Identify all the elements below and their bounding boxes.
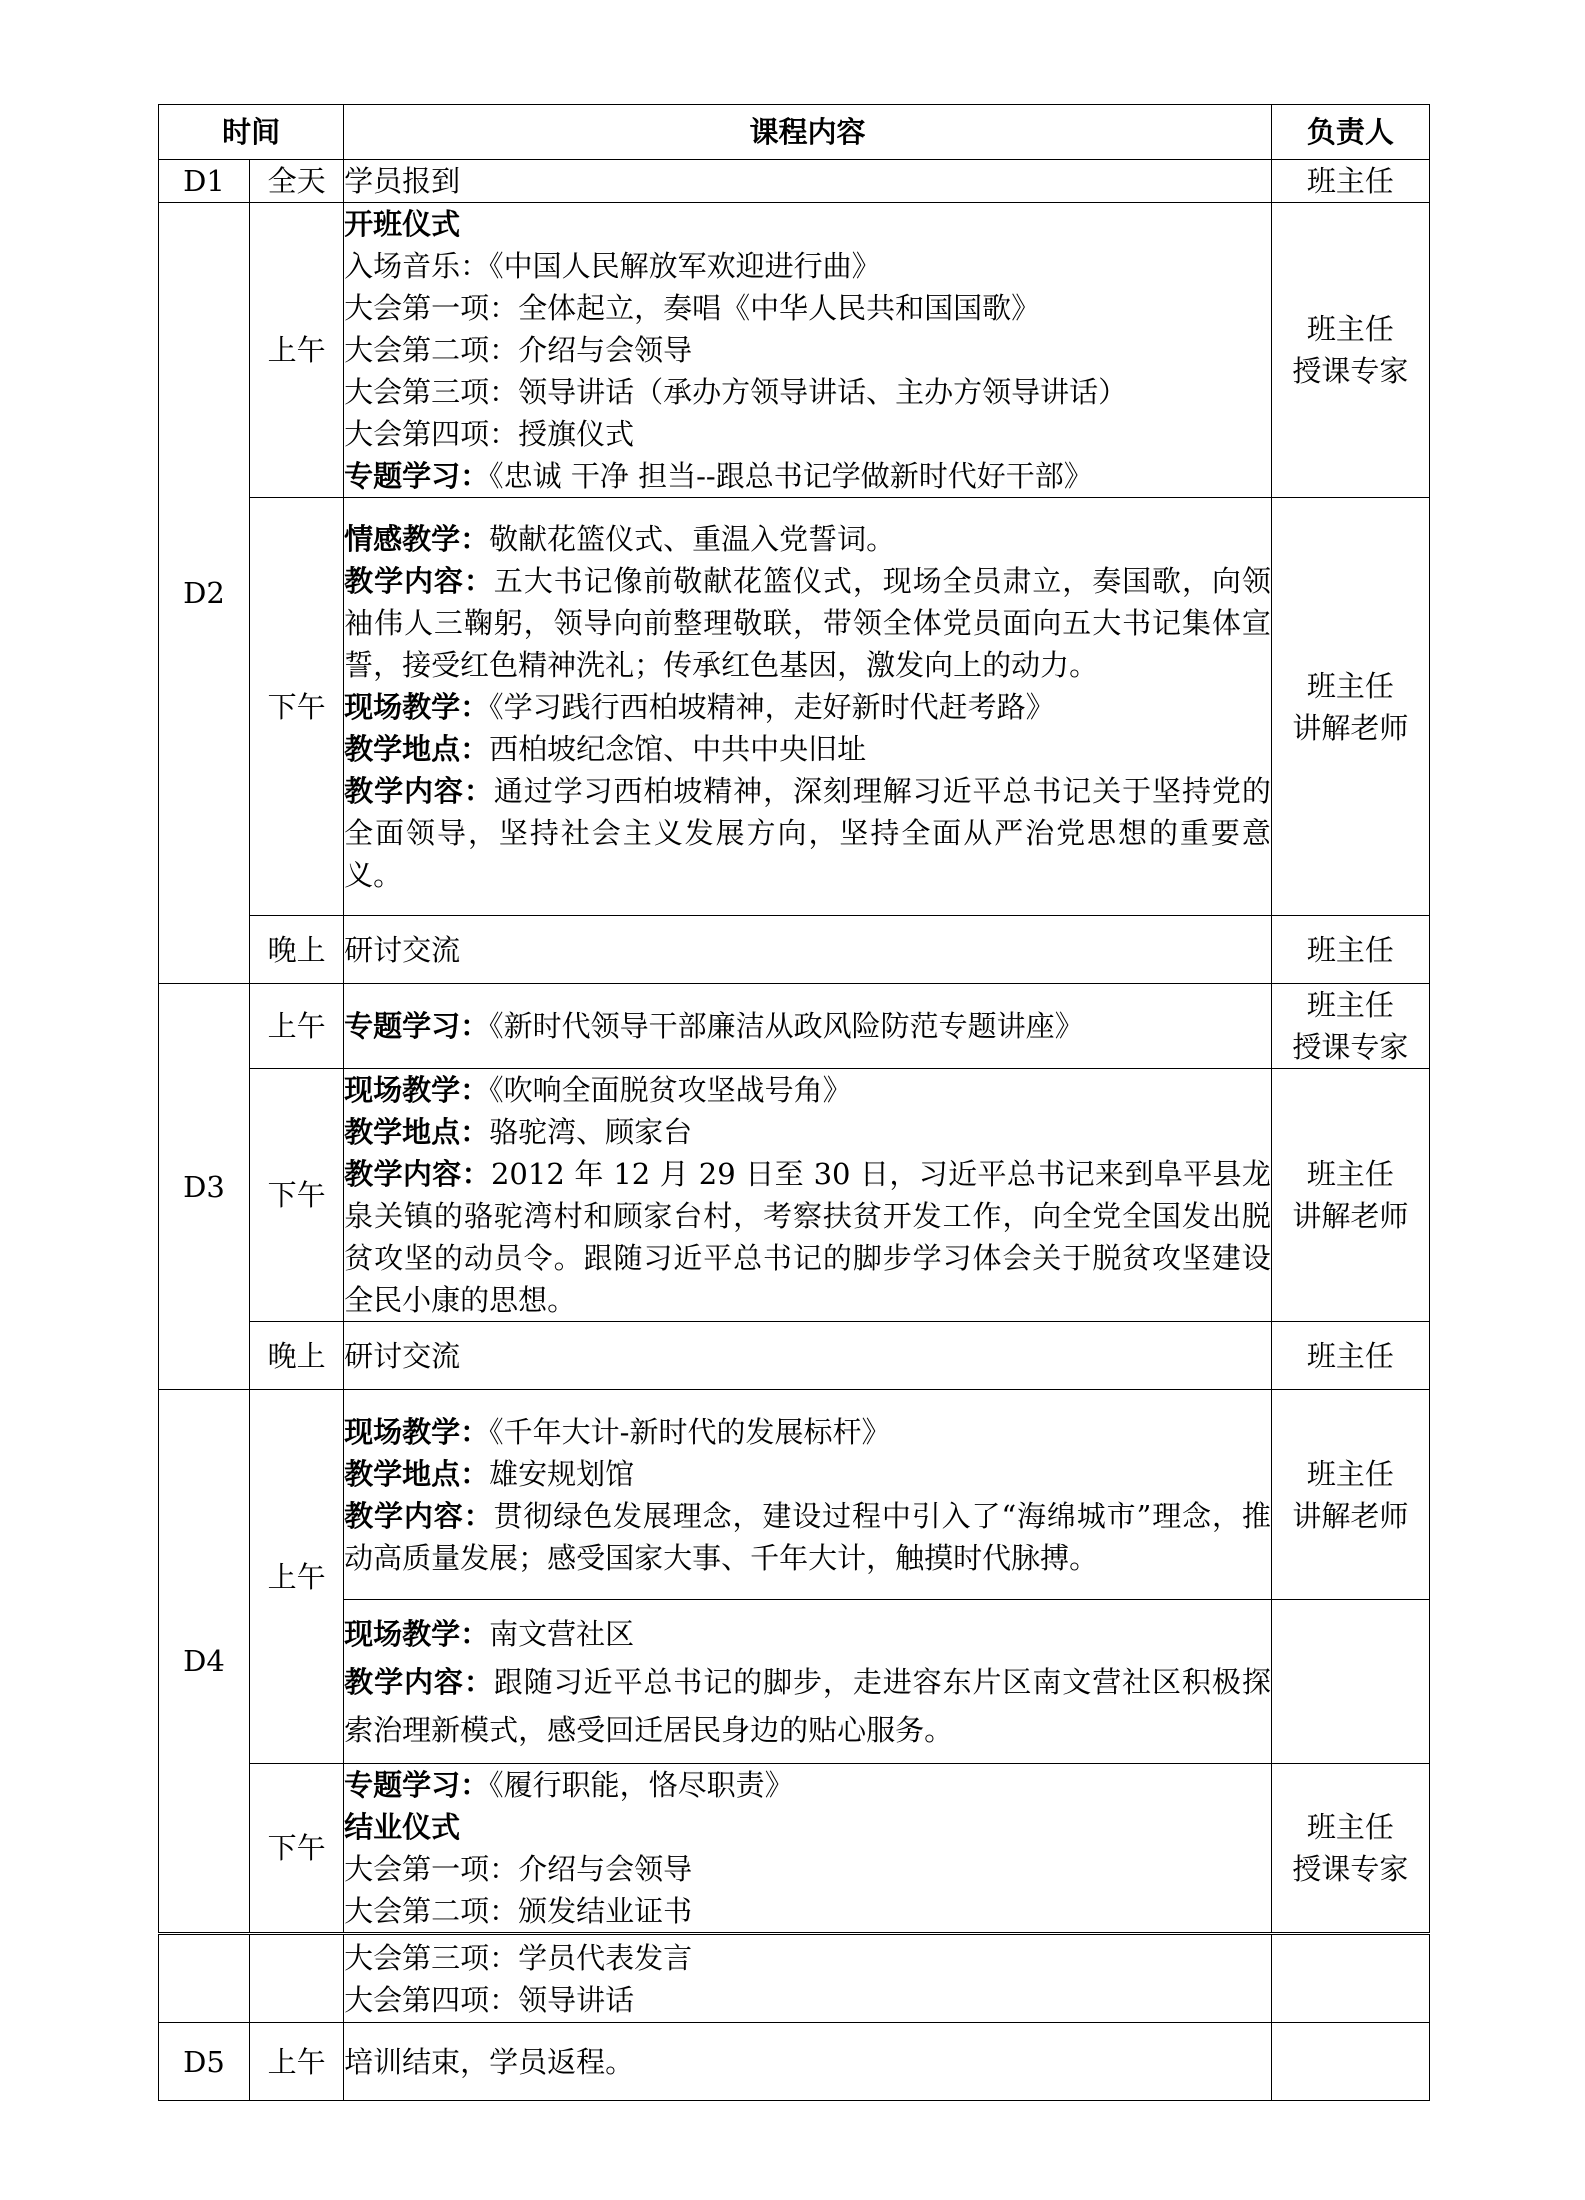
slot-cell: 上午 bbox=[250, 203, 344, 498]
content-text: 《学习践行西柏坡精神，走好新时代赶考路》 bbox=[489, 689, 1055, 724]
responsible-cell bbox=[1271, 1390, 1429, 1600]
responsible-line: 班主任 bbox=[1306, 1810, 1394, 1844]
content-text: 西柏坡纪念馆、中共中央旧址 bbox=[489, 731, 867, 766]
table-row bbox=[159, 984, 1430, 1069]
slot-cell: 上午 bbox=[250, 984, 344, 1069]
content-line: 大会第二项：介绍与会领导 bbox=[344, 333, 693, 367]
responsible-line: 授课专家 bbox=[1292, 1030, 1409, 1064]
responsible-cell bbox=[1271, 984, 1429, 1069]
content-line bbox=[344, 728, 1271, 770]
responsible-line: 班主任 bbox=[1306, 988, 1394, 1022]
table-row bbox=[159, 1935, 1430, 2023]
content-text: 《吹响全面脱贫攻坚战号角》 bbox=[489, 1073, 852, 1107]
content-cell bbox=[344, 1764, 1272, 1933]
slot-cell: 上午 bbox=[250, 1390, 344, 1764]
responsible-cell: 班主任 bbox=[1271, 916, 1429, 984]
content-text: 贯彻绿色发展理念，建设过程中引入了“海绵城市”理念，推动高质量发展；感受国家大事、千年大计，触摸时代脉搏。 bbox=[344, 1498, 1271, 1575]
content-label: 教学内容： bbox=[344, 1498, 494, 1533]
content-text: 南文营社区 bbox=[489, 1616, 635, 1651]
content-line bbox=[344, 686, 1271, 728]
header-responsible: 负责人 bbox=[1271, 105, 1429, 160]
content-cell bbox=[344, 498, 1272, 916]
schedule-table-continued bbox=[158, 1934, 1430, 2101]
slot-cell: 晚上 bbox=[250, 1322, 344, 1390]
content-cell bbox=[344, 1935, 1272, 2023]
responsible-cell bbox=[1271, 1069, 1429, 1322]
content-line bbox=[344, 518, 1271, 560]
responsible-cell bbox=[1271, 1600, 1429, 1764]
schedule-table bbox=[158, 104, 1430, 1933]
content-label: 教学地点： bbox=[344, 731, 490, 766]
content-line: 大会第三项：领导讲话（承办方领导讲话、主办方领导讲话） bbox=[344, 375, 1128, 409]
slot-cell: 下午 bbox=[250, 1069, 344, 1322]
content-label: 教学内容： bbox=[344, 1664, 494, 1699]
content-label: 现场教学： bbox=[344, 1414, 490, 1449]
header-content: 课程内容 bbox=[344, 105, 1272, 160]
content-line: 入场音乐：《中国人民解放军欢迎进行曲》 bbox=[344, 249, 881, 283]
day-cell: D2 bbox=[159, 203, 250, 984]
content-label: 教学内容： bbox=[344, 563, 494, 598]
content-cell: 学员报到 bbox=[344, 160, 1272, 203]
content-text: 五大书记像前敬献花篮仪式，现场全员肃立，奏国歌，向领袖伟人三鞠躬，领导向前整理敬联，带领全体党员面向五大书记集体宣誓，接受红色精神洗礼；传承红色基因，激发向上的动力。 bbox=[344, 563, 1271, 682]
responsible-cell bbox=[1271, 498, 1429, 916]
content-label: 教学内容： bbox=[344, 1157, 491, 1191]
responsible-line: 班主任 bbox=[1306, 668, 1394, 703]
table-row bbox=[159, 1390, 1430, 1600]
slot-cell: 上午 bbox=[250, 2023, 344, 2101]
responsible-line: 班主任 bbox=[1306, 1157, 1394, 1191]
content-line bbox=[344, 1495, 1271, 1579]
content-line bbox=[344, 1764, 1271, 1806]
responsible-line: 讲解老师 bbox=[1292, 710, 1409, 745]
content-cell: 研讨交流 bbox=[344, 916, 1272, 984]
slot-cell: 下午 bbox=[250, 498, 344, 916]
content-line bbox=[344, 770, 1271, 896]
day-cell: D5 bbox=[159, 2023, 250, 2101]
responsible-line: 讲解老师 bbox=[1292, 1199, 1409, 1233]
content-label: 专题学习： bbox=[344, 1768, 490, 1802]
ceremony-title: 结业仪式 bbox=[344, 1810, 461, 1844]
day-cell: D4 bbox=[159, 1390, 250, 1933]
table-row bbox=[159, 1069, 1430, 1322]
content-cell bbox=[344, 1069, 1272, 1322]
table-row bbox=[159, 1600, 1430, 1764]
responsible-line: 班主任 bbox=[1306, 312, 1394, 346]
content-text: 《新时代领导干部廉洁从政风险防范专题讲座》 bbox=[489, 1009, 1084, 1043]
content-line bbox=[344, 560, 1271, 686]
content-line bbox=[344, 1658, 1271, 1754]
responsible-line: 讲解老师 bbox=[1292, 1498, 1409, 1533]
content-text: 雄安规划馆 bbox=[489, 1456, 635, 1491]
content-cell bbox=[344, 984, 1272, 1069]
responsible-cell bbox=[1271, 1764, 1429, 1933]
table-row bbox=[159, 1764, 1430, 1933]
table-row bbox=[159, 160, 1430, 203]
header-time: 时间 bbox=[159, 105, 344, 160]
slot-cell: 下午 bbox=[250, 1764, 344, 1933]
day-cell: D1 bbox=[159, 160, 250, 203]
slot-cell: 晚上 bbox=[250, 916, 344, 984]
responsible-cell bbox=[1271, 203, 1429, 498]
content-text: 骆驼湾、顾家台 bbox=[489, 1115, 693, 1149]
content-line: 大会第二项：颁发结业证书 bbox=[344, 1894, 693, 1928]
content-label: 现场教学： bbox=[344, 689, 490, 724]
content-text: 《忠诚 干净 担当--跟总书记学做新时代好干部》 bbox=[489, 459, 1093, 493]
responsible-line: 授课专家 bbox=[1292, 1852, 1409, 1886]
responsible-cell: 班主任 bbox=[1271, 1322, 1429, 1390]
content-line bbox=[344, 1069, 1271, 1111]
content-label: 现场教学： bbox=[344, 1616, 490, 1651]
slot-cell bbox=[250, 1935, 344, 2023]
responsible-cell bbox=[1271, 2023, 1429, 2101]
content-text: 跟随习近平总书记的脚步，走进容东片区南文营社区积极探索治理新模式，感受回迁居民身边的贴心服务。 bbox=[344, 1664, 1271, 1747]
content-line bbox=[344, 455, 1271, 497]
content-text: 《千年大计-新时代的发展标杆》 bbox=[489, 1414, 891, 1449]
responsible-line: 班主任 bbox=[1306, 1456, 1394, 1491]
header-row bbox=[159, 105, 1430, 160]
content-text: 敬献花篮仪式、重温入党誓词。 bbox=[489, 521, 896, 556]
content-line: 大会第四项：领导讲话 bbox=[344, 1982, 635, 2017]
content-cell: 研讨交流 bbox=[344, 1322, 1272, 1390]
responsible-cell: 班主任 bbox=[1271, 160, 1429, 203]
content-line bbox=[344, 1411, 1271, 1453]
table-row bbox=[159, 498, 1430, 916]
responsible-line: 授课专家 bbox=[1292, 354, 1409, 388]
responsible-cell bbox=[1271, 1935, 1429, 2023]
content-line bbox=[344, 1111, 1271, 1153]
content-label: 教学地点： bbox=[344, 1115, 490, 1149]
content-cell bbox=[344, 1600, 1272, 1764]
day-cell bbox=[159, 1935, 250, 2023]
content-cell bbox=[344, 203, 1272, 498]
content-label: 情感教学： bbox=[344, 521, 490, 556]
content-cell bbox=[344, 1390, 1272, 1600]
content-line: 大会第三项：学员代表发言 bbox=[344, 1940, 693, 1975]
table-row bbox=[159, 2023, 1430, 2101]
content-line: 大会第一项：介绍与会领导 bbox=[344, 1852, 693, 1886]
content-line bbox=[344, 1610, 1271, 1658]
table-row bbox=[159, 203, 1430, 498]
content-cell: 培训结束，学员返程。 bbox=[344, 2023, 1272, 2101]
content-line bbox=[344, 1153, 1271, 1321]
content-text: 通过学习西柏坡精神，深刻理解习近平总书记关于坚持党的全面领导，坚持社会主义发展方向，坚持全面从严治党思想的重要意义。 bbox=[344, 773, 1271, 892]
day-cell: D3 bbox=[159, 984, 250, 1390]
content-label: 专题学习： bbox=[344, 1009, 490, 1043]
content-line: 大会第一项：全体起立，奏唱《中华人民共和国国歌》 bbox=[344, 291, 1041, 325]
slot-cell: 全天 bbox=[250, 160, 344, 203]
content-label: 专题学习： bbox=[344, 459, 490, 493]
table-row bbox=[159, 1322, 1430, 1390]
content-line: 大会第四项：授旗仪式 bbox=[344, 417, 635, 451]
content-text: 《履行职能，恪尽职责》 bbox=[489, 1768, 794, 1802]
content-line bbox=[344, 1453, 1271, 1495]
content-label: 现场教学： bbox=[344, 1073, 490, 1107]
content-label: 教学地点： bbox=[344, 1456, 490, 1491]
content-label: 教学内容： bbox=[344, 773, 494, 808]
content-text: 2012 年 12 月 29 日至 30 日，习近平总书记来到阜平县龙泉关镇的骆驼湾村和顾家台村，考察扶贫开发工作，向全党全国发出脱贫攻坚的动员令。跟随习近平总书记的脚步学习体会关于脱贫攻坚建设全民小康的思想。 bbox=[344, 1157, 1271, 1317]
ceremony-title: 开班仪式 bbox=[344, 207, 461, 241]
table-row bbox=[159, 916, 1430, 984]
